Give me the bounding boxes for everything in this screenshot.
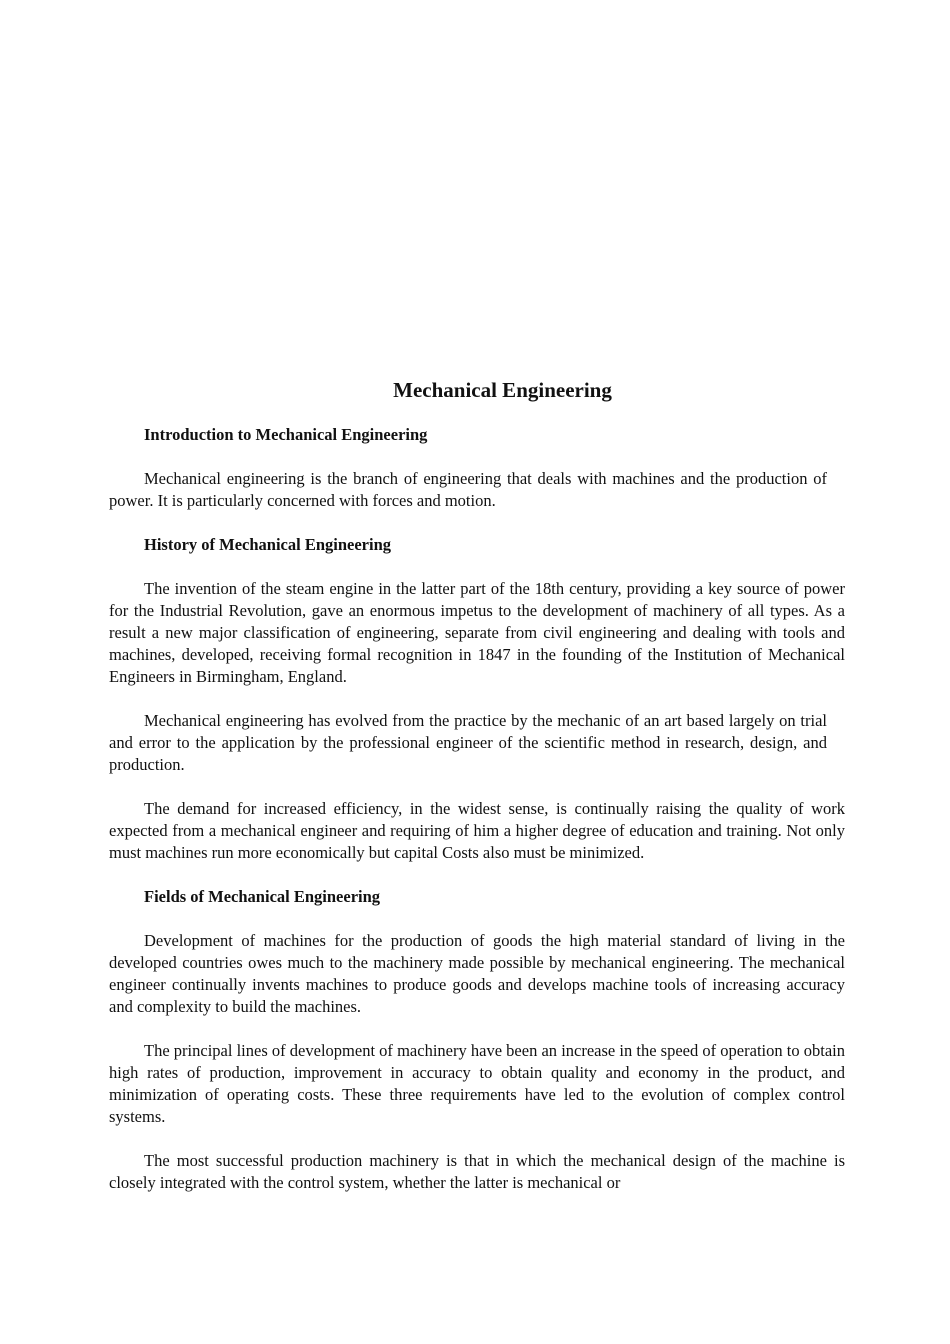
paragraph: Development of machines for the production of goods the high material standard of living in the developed countries owes much to the machinery made possible by mechanical engineering. The mechanical engineer continually invents machines to produce goods and develops machine tools of increasing accuracy and complexity to build the machines. xyxy=(109,931,845,1016)
paragraph: The demand for increased efficiency, in the widest sense, is continually raising the quality of work expected from a mechanical engineer and requiring of him a higher degree of education and training. Not only must machines run more economically but capital Costs also must be minimized. xyxy=(109,799,845,862)
paragraph: The principal lines of development of machinery have been an increase in the speed of operation to obtain high rates of production, improvement in accuracy to obtain quality and economy in the product, and minimization of operating costs. These three requirements have led to the evolution of complex control systems. xyxy=(109,1041,845,1126)
paragraph: Mechanical engineering is the branch of engineering that deals with machines and the production of power. It is particularly concerned with forces and motion. xyxy=(109,469,827,510)
section-heading-fields: Fields of Mechanical Engineering xyxy=(144,887,381,906)
document-page xyxy=(109,376,845,1216)
page-title: Mechanical Engineering xyxy=(393,378,612,402)
section-heading-introduction: Introduction to Mechanical Engineering xyxy=(144,425,428,444)
paragraph: Mechanical engineering has evolved from the practice by the mechanic of an art based largely on trial and error to the application by the professional engineer of the scientific method in research, design, and production. xyxy=(109,711,827,774)
paragraph: The invention of the steam engine in the latter part of the 18th century, providing a key source of power for the Industrial Revolution, gave an enormous impetus to the development of machinery of all types. As a result a new major classification of engineering, separate from civil engineering and dealing with tools and machines, developed, receiving formal recognition in 1847 in the founding of the Institution of Mechanical Engineers in Birmingham, England. xyxy=(109,579,845,686)
paragraph: The most successful production machinery is that in which the mechanical design of the machine is closely integrated with the control system, whether the latter is mechanical or xyxy=(109,1151,845,1192)
section-heading-history: History of Mechanical Engineering xyxy=(144,535,392,554)
